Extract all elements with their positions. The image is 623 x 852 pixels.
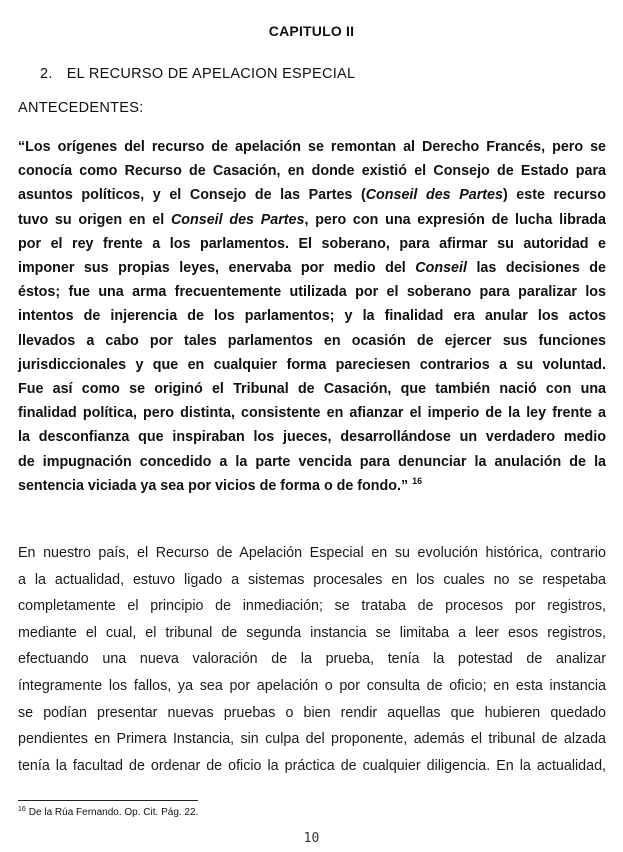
quoted-paragraph: [18, 135, 606, 498]
quote-line: “Los orígenes del recurso de apelación se remontan al Derecho Francés, pero se: [18, 139, 606, 155]
quote-line: jurisdiccionales y que en cualquier forma pareciesen contrarios a su voluntad.: [18, 356, 606, 373]
body-line: íntegramente los fallos, ya sea por apelación o por consulta de oficio; en esta instancia: [18, 677, 606, 694]
antecedentes-heading: ANTECEDENTES:: [18, 100, 144, 116]
quote-line: tuvo su origen en el Conseil des Partes, pero con una expresión de lucha librada: [18, 211, 606, 228]
quote-line: la desconfianza que inspiraban los jueces, desarrollándose un verdadero medio: [18, 429, 606, 446]
footnote-reference: 16: [412, 476, 423, 487]
footnote-number: 16: [18, 805, 26, 813]
quote-line: sentencia viciada ya sea por vicios de forma o de fondo.” $^{16}$: [18, 476, 423, 494]
quote-line: intentos de injerencia de los parlamentos; y la finalidad era anular los actos: [18, 308, 606, 325]
section-number: 2.: [40, 66, 53, 82]
body-paragraph: [18, 540, 606, 779]
quote-line: éstos; fue una arma frecuentemente utilizada por el soberano para paralizar los: [18, 284, 606, 301]
italic-term: Conseil des Partes: [365, 187, 503, 204]
italic-term: Conseil des Partes: [170, 211, 305, 228]
quote-line: llevados a cabo por tales parlamentos en ocasión de ejercer sus funciones: [18, 332, 606, 349]
body-line: completamente el principio de inmediación; se trataba de procesos por registros,: [18, 598, 606, 615]
footnote-text: De la Rúa Fernando. Op. Cit. Pág. 22.: [28, 807, 199, 818]
body-line: a la actualidad, estuvo ligado a sistemas procesales en los cuales no se respetaba: [18, 571, 606, 588]
body-line: mediante el cual, el tribunal de segunda instancia se limitaba a leer esos registros,: [18, 624, 606, 641]
quote-line: asuntos políticos, y el Consejo de las Partes (Conseil des Partes) este recurso: [18, 187, 606, 204]
section-title: EL RECURSO DE APELACION ESPECIAL: [66, 66, 356, 82]
italic-term: Conseil: [415, 260, 467, 277]
body-line: efectuando una nueva valoración de la prueba, tenía la potestad de analizar: [18, 651, 606, 668]
body-line: tenía la facultad de ordenar de oficio la práctica de cualquier diligencia. En la actualidad,: [18, 757, 606, 774]
quote-line: Fue así como se originó el Tribunal de Casación, que también nació con una: [18, 381, 606, 398]
chapter-title: CAPITULO II: [268, 23, 355, 39]
body-line: pendientes en Primera Instancia, sin culpa del proponente, además el tribunal de alzada: [18, 731, 606, 748]
quote-line: conocía como Recurso de Casación, en donde existió el Consejo de Estado para: [18, 163, 606, 180]
body-line: se podían presentar nuevas pruebas o bien rendir aquellas que hubieren quedado: [18, 704, 606, 721]
footnote: [18, 807, 198, 818]
page-number: 10: [303, 831, 320, 846]
quote-line: de impugnación concedido a la parte vencida para denunciar la anulación de la: [18, 453, 606, 470]
body-line: En nuestro país, el Recurso de Apelación Especial en su evolución histórica, contrario: [18, 545, 606, 561]
footnote-separator: [18, 800, 198, 801]
quote-line: por el rey frente a los parlamentos. El soberano, para afirmar su autoridad e: [18, 235, 606, 252]
quote-line: imponer sus propias leyes, enervaba por medio del Conseil las decisiones de: [18, 260, 606, 277]
section-heading: [40, 66, 355, 82]
quote-line: finalidad política, pero distinta, consistente en afianzar el imperio de la ley frente a: [18, 405, 606, 422]
